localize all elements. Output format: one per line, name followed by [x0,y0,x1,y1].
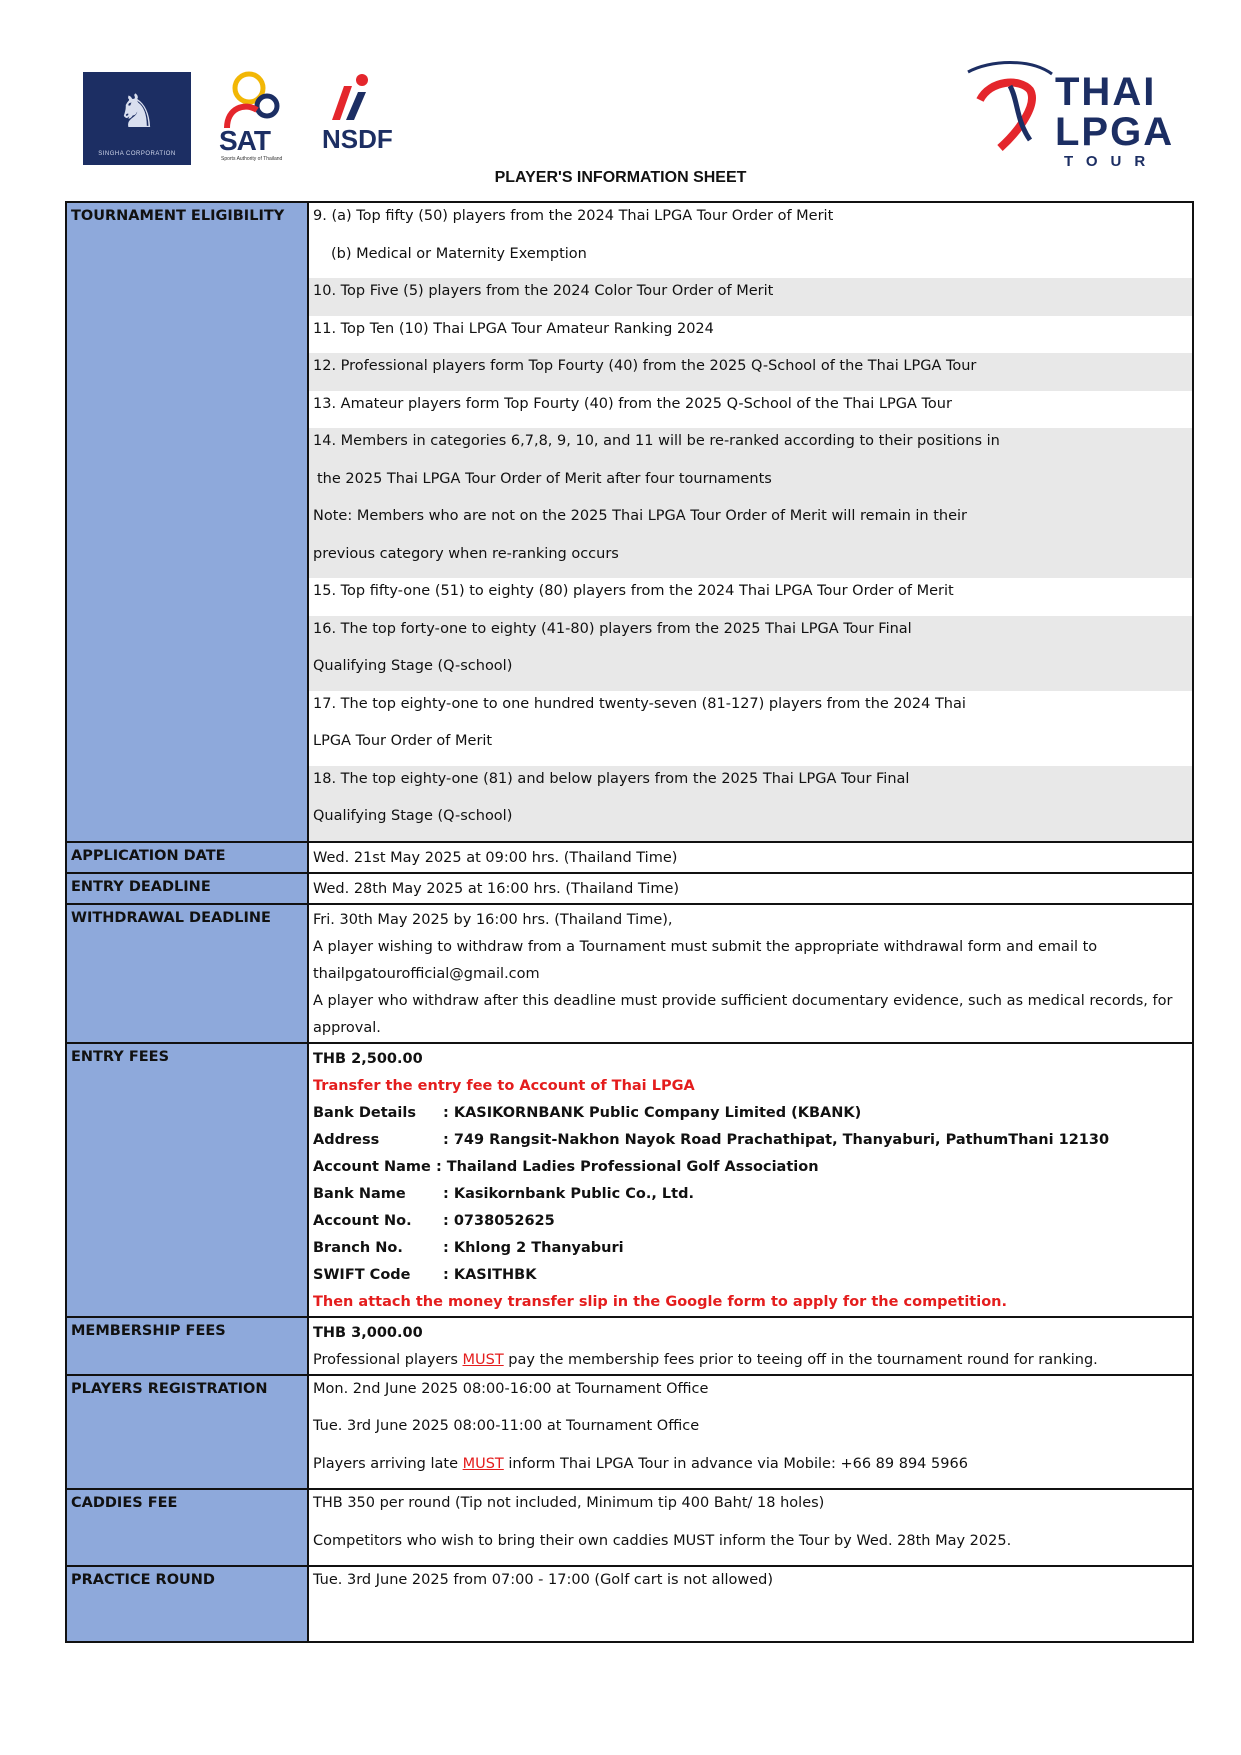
practice-row [66,1566,1193,1642]
entry-deadline-label: ENTRY DEADLINE [66,873,308,904]
thai-lpga-tour-logo: THAI LPGA TOUR [960,60,1200,175]
withdrawal-late-note: A player who withdraw after this deadline must provide sufficient documentary evidence, such as medical records, for approval. [313,992,1173,1036]
entry-deadline-value: Wed. 28th May 2025 at 16:00 hrs. (Thailand Time) [313,880,680,897]
list-item: 10. Top Five (5) players from the 2024 Color Tour Order of Merit [309,278,1192,316]
eligibility-content [308,202,1193,842]
account-no-row: Account No. : 0738052625 [313,1212,555,1229]
bank-details-row: Bank Details : KASIKORNBANK Public Company Limited (KBANK) [313,1104,862,1121]
nsdf-emblem-icon [318,72,378,124]
entry-fees-label: ENTRY FEES [66,1043,308,1317]
page-title: PLAYER'S INFORMATION SHEET [494,169,747,186]
list-item: Note: Members who are not on the 2025 Thai LPGA Tour Order of Merit will remain in their [309,503,1192,541]
withdrawal-procedure: A player wishing to withdraw from a Tournament must submit the appropriate withdrawal form and email to thailpgatourofficial@gmail.com [313,938,1098,982]
list-item: (b) Medical or Maternity Exemption [331,245,587,262]
attach-slip-note: Then attach the money transfer slip in the Google form to apply for the competition. [313,1293,1007,1310]
registration-day-2: Tue. 3rd June 2025 08:00-11:00 at Tournament Office [313,1418,700,1434]
list-item: 16. The top forty-one to eighty (41-80) players from the 2025 Thai LPGA Tour Final [309,616,1192,654]
withdrawal-deadline: Fri. 30th May 2025 by 16:00 hrs. (Thailand Time), [313,911,673,928]
membership-label: MEMBERSHIP FEES [66,1317,308,1375]
entry-deadline-row [66,873,1193,904]
nsdf-logo: NSDF [318,72,408,166]
list-item: 9. (a) Top fifty (50) players from the 2024 Thai LPGA Tour Order of Merit [313,208,834,224]
list-item: Qualifying Stage (Q-school) [309,803,1192,841]
list-item: 17. The top eighty-one to one hundred twenty-seven (81-127) players from the 2024 Thai [313,695,966,712]
entry-fee-amount: THB 2,500.00 [313,1050,423,1067]
golfer-swing-icon [960,60,1060,160]
practice-round-time: Tue. 3rd June 2025 from 07:00 - 17:00 (Golf cart is not allowed) [313,1572,774,1588]
transfer-note: Transfer the entry fee to Account of Thai LPGA [313,1077,695,1094]
application-date-label: APPLICATION DATE [66,842,308,873]
membership-amount: THB 3,000.00 [313,1324,423,1341]
information-table [65,201,1194,1643]
entry-fees-row [66,1043,1193,1317]
list-item: the 2025 Thai LPGA Tour Order of Merit after four tournaments [309,466,1192,504]
list-item: LPGA Tour Order of Merit [313,733,493,749]
eligibility-row [66,202,1193,842]
list-item: 14. Members in categories 6,7,8, 9, 10, and 11 will be re-ranked according to their positions in [309,428,1192,466]
registration-row [66,1375,1193,1490]
withdrawal-row [66,904,1193,1043]
list-item: previous category when re-ranking occurs [309,541,1192,579]
eligibility-label: TOURNAMENT ELIGIBILITY [66,202,308,842]
branch-row: Branch No. : Khlong 2 Thanyaburi [313,1239,624,1256]
singha-logo: ♞ SINGHA CORPORATION [83,72,191,165]
late-arrival-note: Players arriving late MUST inform Thai LPGA Tour in advance via Mobile: +66 89 894 5966 [313,1455,968,1472]
sat-emblem-icon [217,70,299,130]
list-item: 13. Amateur players form Top Fourty (40) from the 2025 Q-School of the Thai LPGA Tour [313,395,952,412]
practice-label: PRACTICE ROUND [66,1566,308,1642]
caddies-row [66,1489,1193,1566]
list-item: 11. Top Ten (10) Thai LPGA Tour Amateur Ranking 2024 [313,320,714,337]
swift-row: SWIFT Code : KASITHBK [313,1266,537,1283]
bank-name-row: Bank Name : Kasikornbank Public Co., Ltd. [313,1185,694,1202]
registration-day-1: Mon. 2nd June 2025 08:00-16:00 at Tournament Office [313,1380,709,1397]
list-item: Qualifying Stage (Q-school) [309,653,1192,691]
application-date-row [66,842,1193,873]
list-item: 18. The top eighty-one (81) and below players from the 2025 Thai LPGA Tour Final [309,766,1192,804]
lion-icon: ♞ [116,85,158,137]
account-name-row: Account Name : Thailand Ladies Professional Golf Association [313,1158,819,1175]
header-logos [0,0,1241,175]
list-item: 12. Professional players form Top Fourty (40) from the 2025 Q-School of the Thai LPGA Tour [309,353,1192,391]
list-item: 15. Top fifty-one (51) to eighty (80) players from the 2024 Thai LPGA Tour Order of Merit [313,583,954,599]
caddies-label: CADDIES FEE [66,1489,308,1566]
application-date-value: Wed. 21st May 2025 at 09:00 hrs. (Thailand Time) [313,849,678,866]
sat-logo: SAT Sports Authority of Thailand [217,70,299,166]
caddie-fee: THB 350 per round (Tip not included, Minimum tip 400 Baht/ 18 holes) [313,1495,825,1511]
withdrawal-label: WITHDRAWAL DEADLINE [66,904,308,1043]
own-caddie-note: Competitors who wish to bring their own caddies MUST inform the Tour by Wed. 28th May 2025. [313,1532,1012,1549]
membership-note: Professional players MUST pay the membership fees prior to teeing off in the tournament round for ranking. [313,1351,1098,1368]
registration-label: PLAYERS REGISTRATION [66,1375,308,1490]
address-row: Address : 749 Rangsit-Nakhon Nayok Road Prachathipat, Thanyaburi, PathumThani 12130 [313,1131,1110,1148]
membership-row [66,1317,1193,1375]
